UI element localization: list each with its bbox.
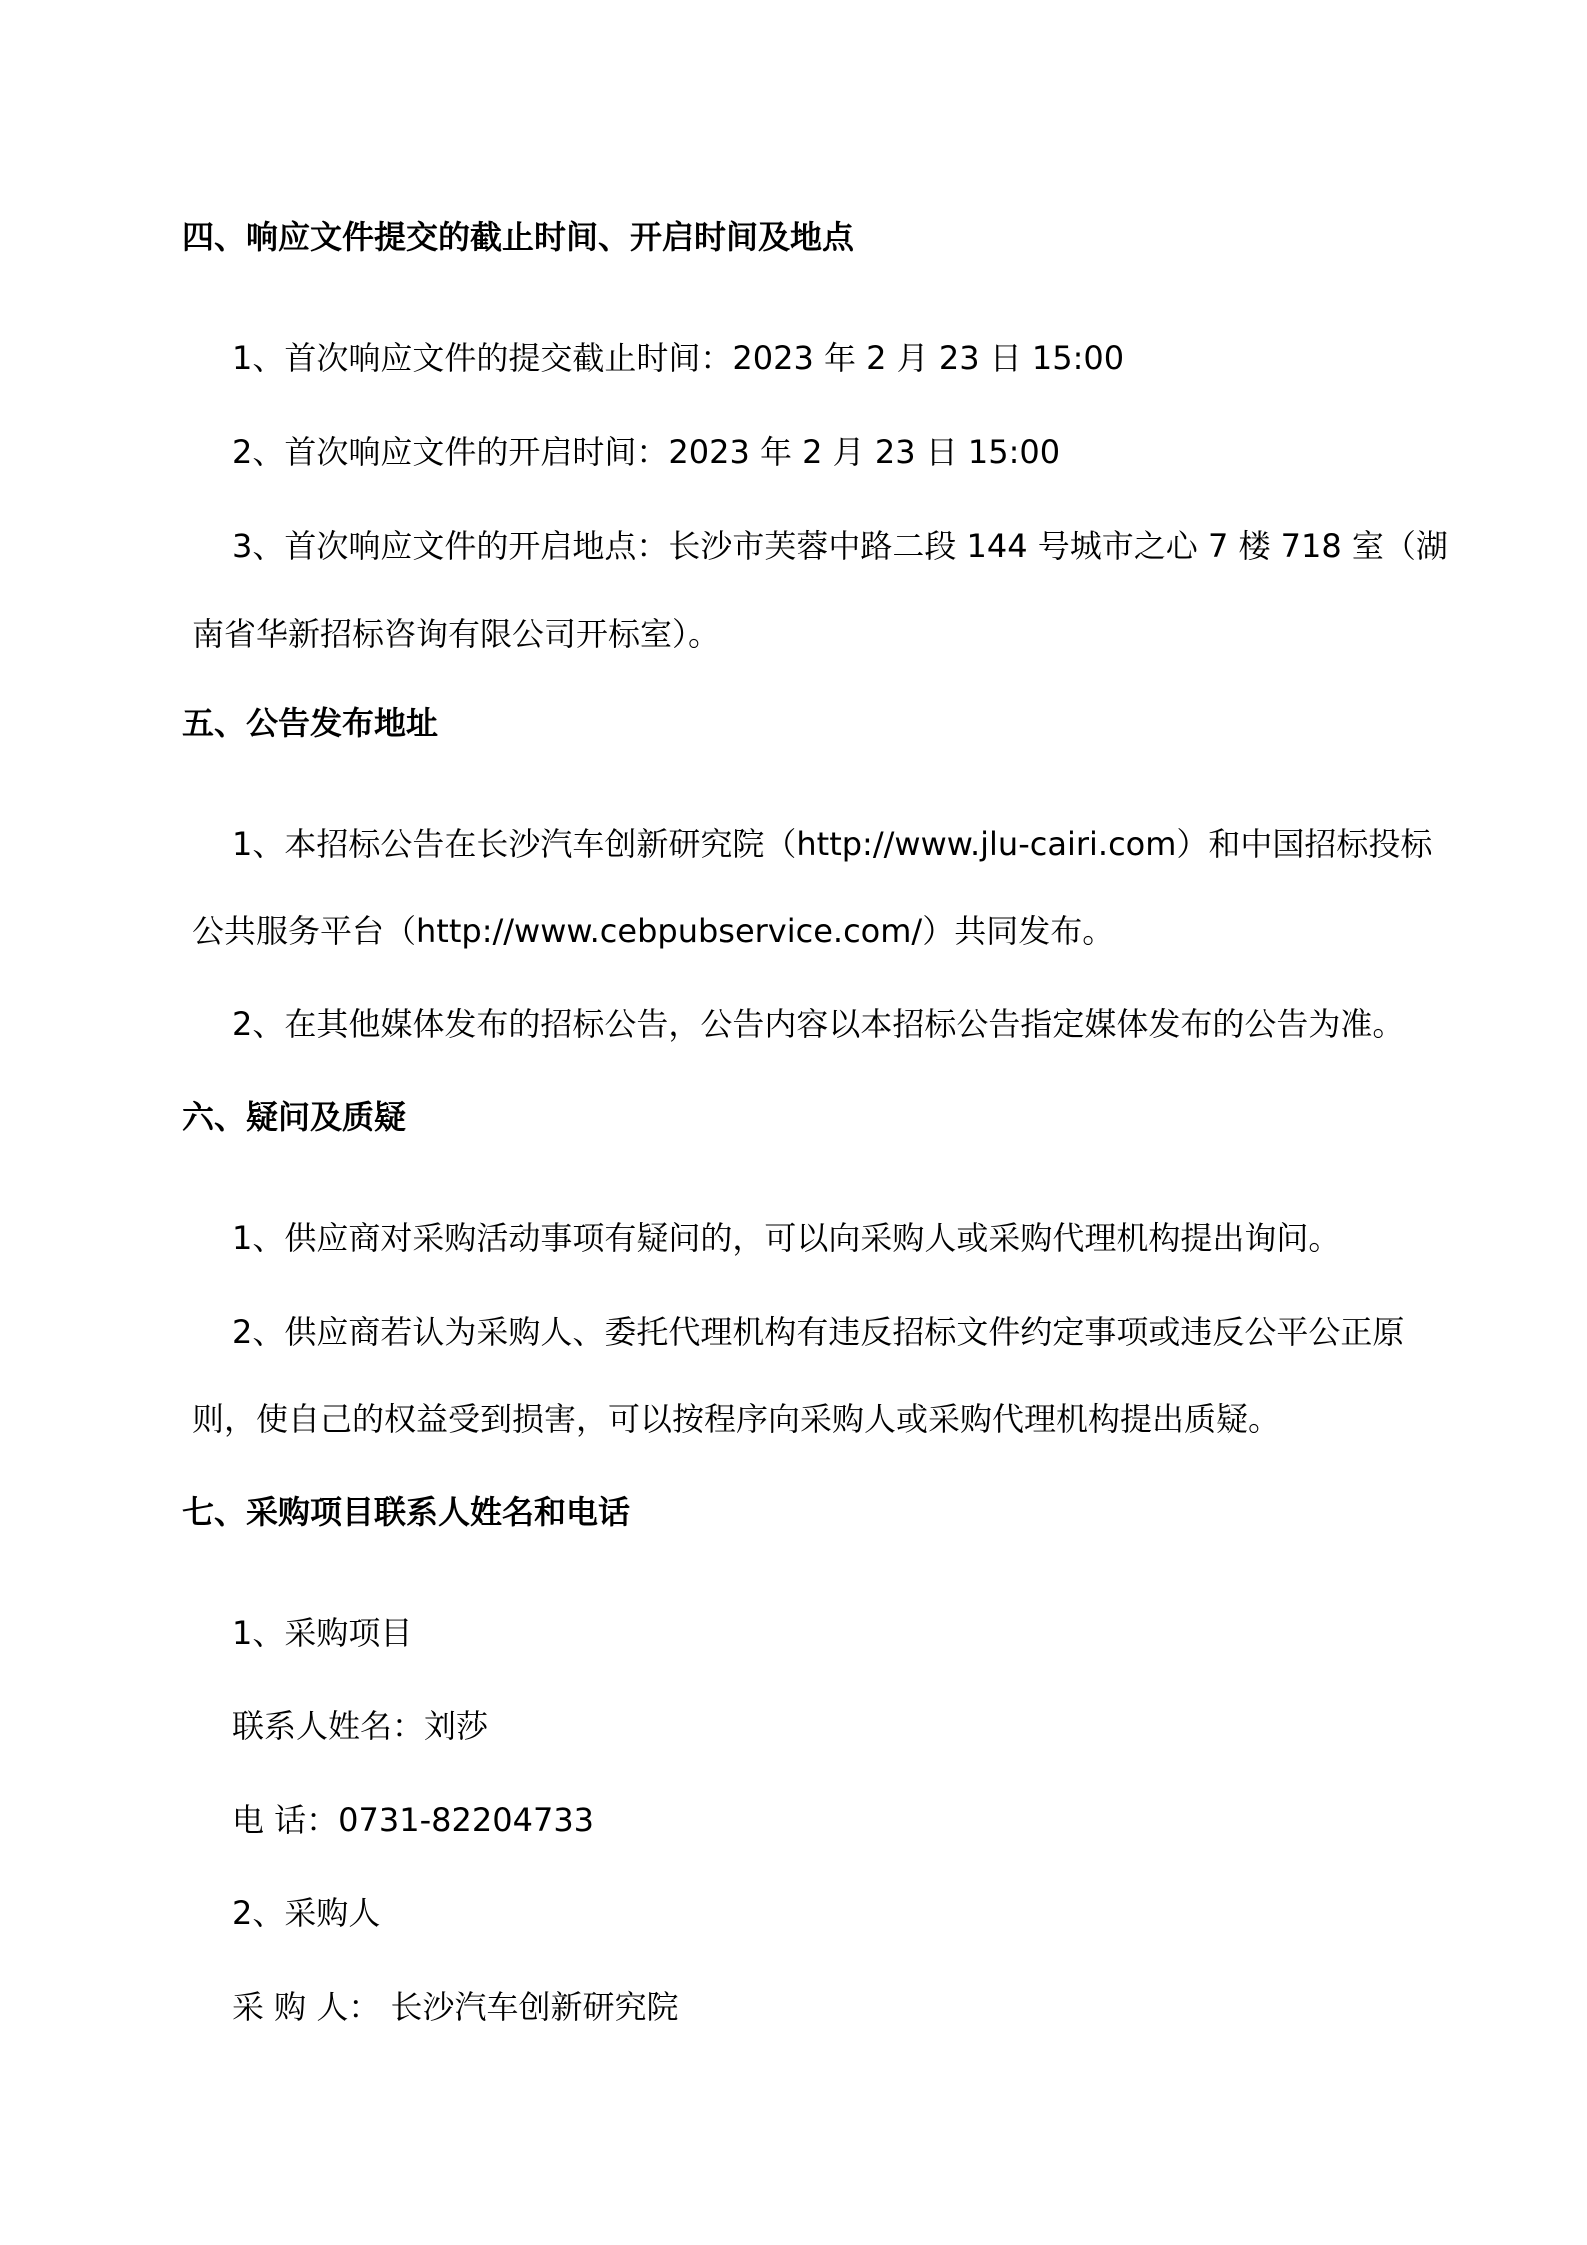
section-5-line-2: 2、在其他媒体发布的招标公告，公告内容以本招标公告指定媒体发布的公告为准。 [232,1005,1405,1043]
contact-phone: 电 话：0731-82204733 [232,1801,595,1839]
section-5-line-1: 1、本招标公告在长沙汽车创新研究院（http://www.jlu-cairi.com）和中国招标投标 [232,825,1433,863]
section-6-line-1: 1、供应商对采购活动事项有疑问的，可以向采购人或采购代理机构提出询问。 [232,1219,1341,1257]
section-heading-7: 七、采购项目联系人姓名和电话 [182,1493,631,1531]
purchaser-name: 采 购 人： 长沙汽车创新研究院 [232,1988,679,2026]
section-heading-5: 五、公告发布地址 [182,704,439,742]
section-4-line-3-cont: 南省华新招标咨询有限公司开标室）。 [192,615,721,653]
section-heading-4: 四、响应文件提交的截止时间、开启时间及地点 [182,218,855,256]
section-6-line-2-cont: 则，使自己的权益受到损害，可以按程序向采购人或采购代理机构提出质疑。 [192,1400,1281,1438]
section-4-line-1: 1、首次响应文件的提交截止时间：2023 年 2 月 23 日 15:00 [232,339,1125,377]
section-heading-6: 六、疑问及质疑 [182,1098,407,1136]
section-4-line-2: 2、首次响应文件的开启时间：2023 年 2 月 23 日 15:00 [232,433,1061,471]
contact-name: 联系人姓名：刘莎 [232,1707,489,1745]
section-7-line-1: 1、采购项目 [232,1614,413,1652]
section-5-line-1-cont: 公共服务平台（http://www.cebpubservice.com/）共同发布。 [192,912,1115,950]
section-7-line-4: 2、采购人 [232,1894,381,1932]
section-4-line-3: 3、首次响应文件的开启地点：长沙市芙蓉中路二段 144 号城市之心 7 楼 718 室（湖 [232,527,1448,565]
section-6-line-2: 2、供应商若认为采购人、委托代理机构有违反招标文件约定事项或违反公平公正原 [232,1313,1405,1351]
